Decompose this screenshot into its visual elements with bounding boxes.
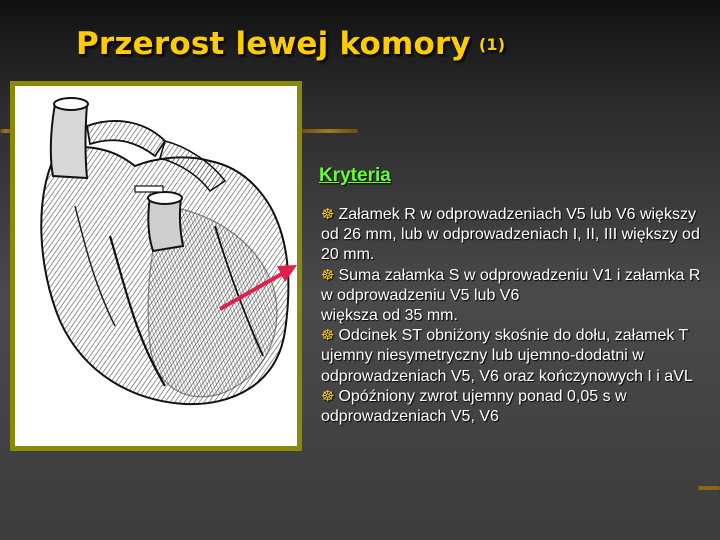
criteria-item <box>321 326 705 387</box>
criteria-text: Załamek R w odprowadzeniach V5 lub V6 większy od 26 mm, lub w odprowadzeniach I, II, III większy od 20 mm. <box>321 206 700 264</box>
criteria-text: Suma załamka S w odprowadzeniu V1 i załamka R w odprowadzeniu V5 lub V6 większa od 35 mm. <box>321 266 701 325</box>
decorative-rule-right <box>300 129 358 133</box>
slide-title <box>76 26 505 62</box>
criteria-item <box>321 205 705 266</box>
criteria-item <box>321 387 705 427</box>
criteria-item <box>321 266 705 327</box>
sun-bullet-icon: ☸ <box>321 266 335 284</box>
heart-illustration-frame <box>10 81 302 451</box>
sun-bullet-icon: ☸ <box>321 387 335 405</box>
sun-bullet-icon: ☸ <box>321 206 335 223</box>
criteria-heading: Kryteria <box>319 165 391 186</box>
decorative-rule-bottom <box>698 486 720 490</box>
criteria-text: Opóźniony zwrot ujemny ponad 0,05 s w odprowadzeniach V5, V6 <box>321 387 627 426</box>
title-text: Przerost lewej komory <box>76 26 471 62</box>
sun-bullet-icon: ☸ <box>321 327 335 345</box>
heart-illustration <box>15 86 297 446</box>
criteria-list <box>321 205 705 427</box>
title-suffix: (1) <box>478 35 506 54</box>
criteria-text: Odcinek ST obniżony skośnie do dołu, załamek T ujemny niesymetryczny lub ujemno-dodatni w odprowadzeniach V5, V6 oraz kończynowych I i aVL <box>321 327 693 385</box>
